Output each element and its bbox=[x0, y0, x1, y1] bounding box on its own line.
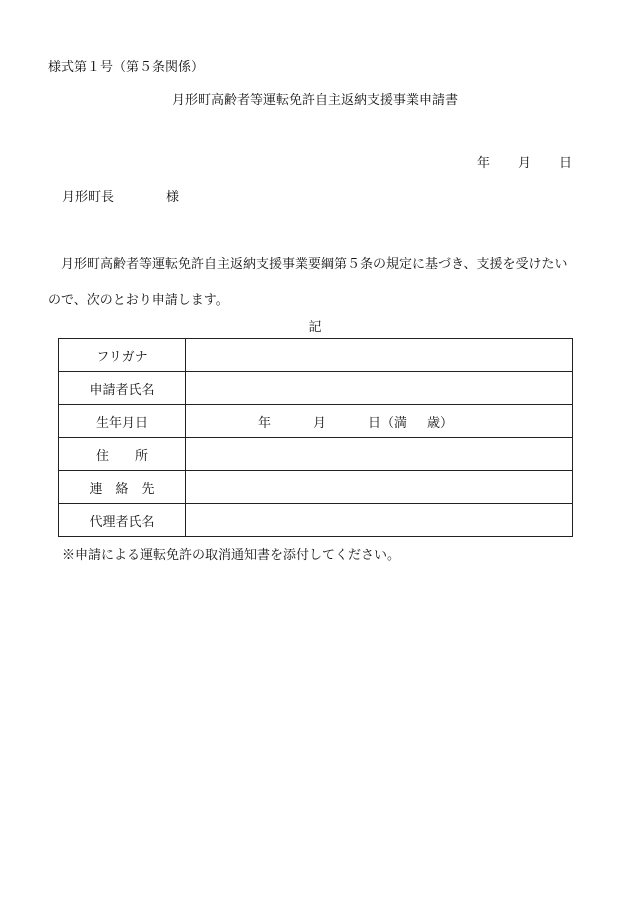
form-number: 様式第１号（第５条関係） bbox=[48, 60, 205, 75]
date-year: 年 bbox=[477, 156, 491, 171]
address-field[interactable] bbox=[186, 438, 573, 471]
furigana-label: フリガナ bbox=[59, 339, 186, 372]
table-row bbox=[59, 504, 573, 537]
contact-label: 連 絡 先 bbox=[59, 471, 186, 504]
birth-month: 月 bbox=[313, 415, 327, 431]
address-label: 住 所 bbox=[59, 438, 186, 471]
table-row bbox=[59, 471, 573, 504]
table-row bbox=[59, 405, 573, 438]
applicant-name-field[interactable] bbox=[186, 372, 573, 405]
date-line bbox=[477, 152, 572, 171]
document-title: 月形町高齢者等運転免許自主返納支援事業申請書 bbox=[171, 93, 458, 108]
addressee-honorific: 様 bbox=[166, 190, 180, 205]
date-month: 月 bbox=[518, 156, 532, 171]
proxy-name-label: 代理者氏名 bbox=[59, 504, 186, 537]
addressee bbox=[62, 186, 179, 205]
table-row bbox=[59, 438, 573, 471]
birth-date-label: 生年月日 bbox=[59, 405, 186, 438]
date-day: 日 bbox=[559, 156, 573, 171]
body-text bbox=[48, 247, 588, 319]
proxy-name-field[interactable] bbox=[186, 504, 573, 537]
birth-day: 日（満 bbox=[368, 415, 408, 431]
attachment-note: ※申請による運転免許の取消通知書を添付してください。 bbox=[62, 548, 401, 563]
birth-date-field[interactable] bbox=[186, 405, 573, 438]
birth-age: 歳） bbox=[427, 415, 454, 431]
record-label: 記 bbox=[308, 320, 322, 335]
application-table bbox=[58, 338, 573, 537]
birth-year: 年 bbox=[258, 415, 272, 431]
furigana-field[interactable] bbox=[186, 339, 573, 372]
applicant-name-label: 申請者氏名 bbox=[59, 372, 186, 405]
body-line-1: 月形町高齢者等運転免許自主返納支援事業要綱第５条の規定に基づき、支援を受けたい bbox=[61, 257, 568, 272]
addressee-name: 月形町長 bbox=[62, 190, 115, 205]
table-row bbox=[59, 339, 573, 372]
table-row bbox=[59, 372, 573, 405]
contact-field[interactable] bbox=[186, 471, 573, 504]
body-line-2: ので、次のとおり申請します。 bbox=[48, 293, 229, 308]
